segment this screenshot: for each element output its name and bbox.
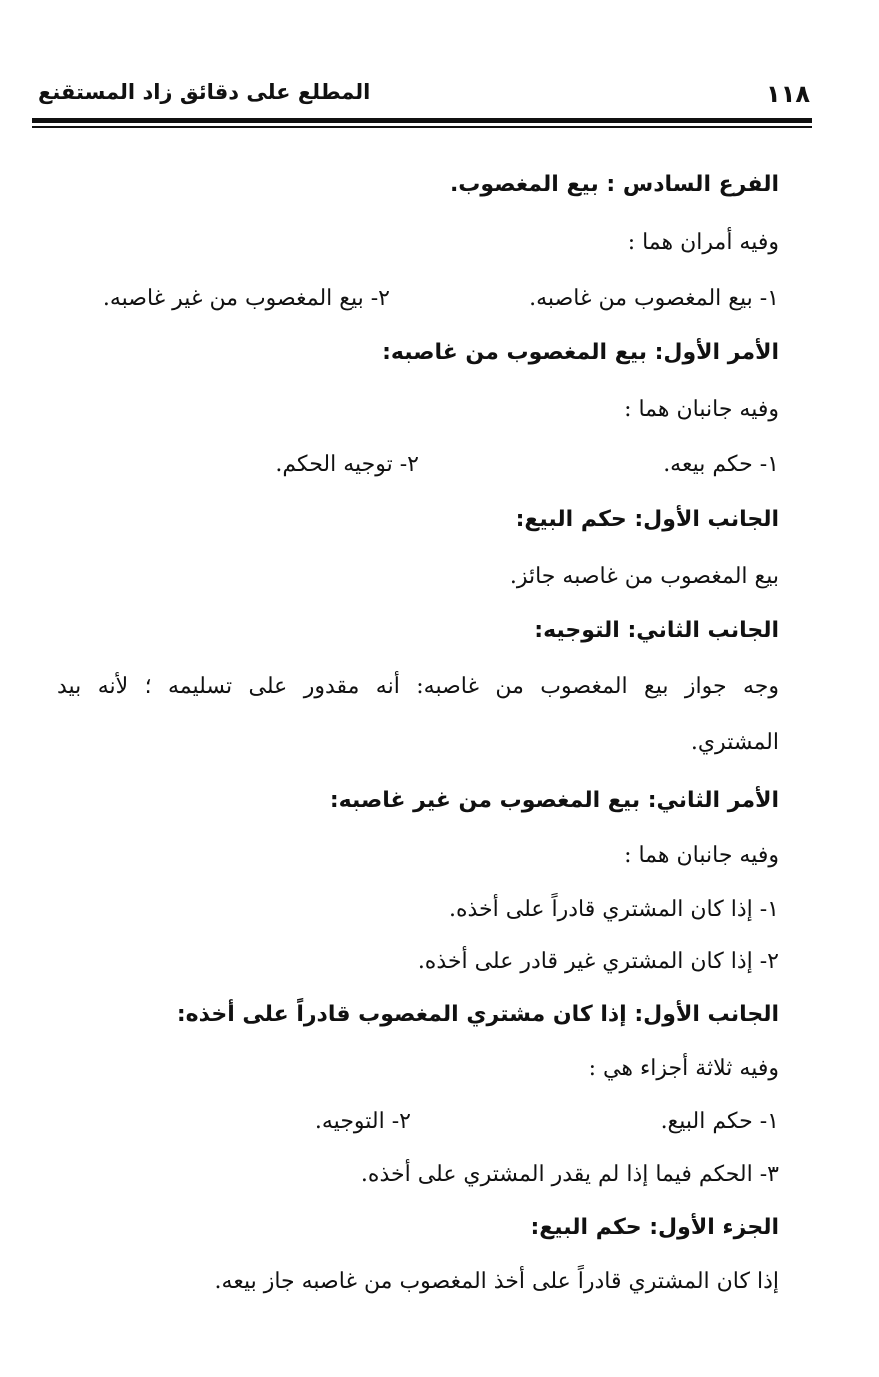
paragraph-justification-line1: وجه جواز بيع المغصوب من غاصبه: أنه مقدور على تسليمه ؛ لأنه بيد	[57, 674, 779, 699]
page-number: ١١٨	[766, 80, 810, 108]
paragraph-justification-line2: المشتري.	[690, 730, 779, 755]
heading-second-matter: الأمر الثاني: بيع المغصوب من غير غاصبه:	[329, 788, 779, 813]
header-rule-thick	[32, 118, 812, 123]
list-item-1: ١- حكم البيع.	[660, 1109, 779, 1134]
list-item-1: ١- حكم بيعه.	[663, 452, 779, 477]
heading-first-part-ruling: الجزء الأول: حكم البيع:	[530, 1215, 779, 1240]
intro-two-aspects: وفيه جانبان هما :	[624, 397, 779, 422]
list-item-1: ١- بيع المغصوب من غاصبه.	[529, 286, 779, 311]
heading-first-matter: الأمر الأول: بيع المغصوب من غاصبه:	[382, 340, 779, 365]
paragraph-ruling: بيع المغصوب من غاصبه جائز.	[509, 564, 779, 589]
list-item-2: ٢- إذا كان المشتري غير قادر على أخذه.	[417, 949, 779, 974]
section-heading-sixth-branch: الفرع السادس : بيع المغصوب.	[449, 172, 779, 197]
list-item-2: ٢- توجيه الحكم.	[275, 452, 419, 477]
paragraph-final-ruling: إذا كان المشتري قادراً على أخذ المغصوب من غاصبه جاز بيعه.	[214, 1269, 779, 1294]
heading-second-aspect-justification: الجانب الثاني: التوجيه:	[534, 618, 779, 643]
list-item-1: ١- إذا كان المشتري قادراً على أخذه.	[448, 897, 779, 922]
running-title: المطلع على دقائق زاد المستقنع	[38, 80, 371, 104]
intro-two-matters: وفيه أمران هما :	[627, 230, 779, 255]
heading-buyer-able: الجانب الأول: إذا كان مشتري المغصوب قادراً على أخذه:	[176, 1002, 779, 1027]
intro-three-parts: وفيه ثلاثة أجزاء هي :	[588, 1056, 779, 1081]
page-header	[38, 80, 810, 108]
heading-first-aspect-ruling: الجانب الأول: حكم البيع:	[515, 507, 779, 532]
header-rule-thin	[32, 126, 812, 128]
list-item-3: ٣- الحكم فيما إذا لم يقدر المشتري على أخذه.	[360, 1162, 779, 1187]
intro-two-aspects: وفيه جانبان هما :	[624, 843, 779, 868]
list-item-2: ٢- التوجيه.	[314, 1109, 411, 1134]
list-item-2: ٢- بيع المغصوب من غير غاصبه.	[102, 286, 390, 311]
